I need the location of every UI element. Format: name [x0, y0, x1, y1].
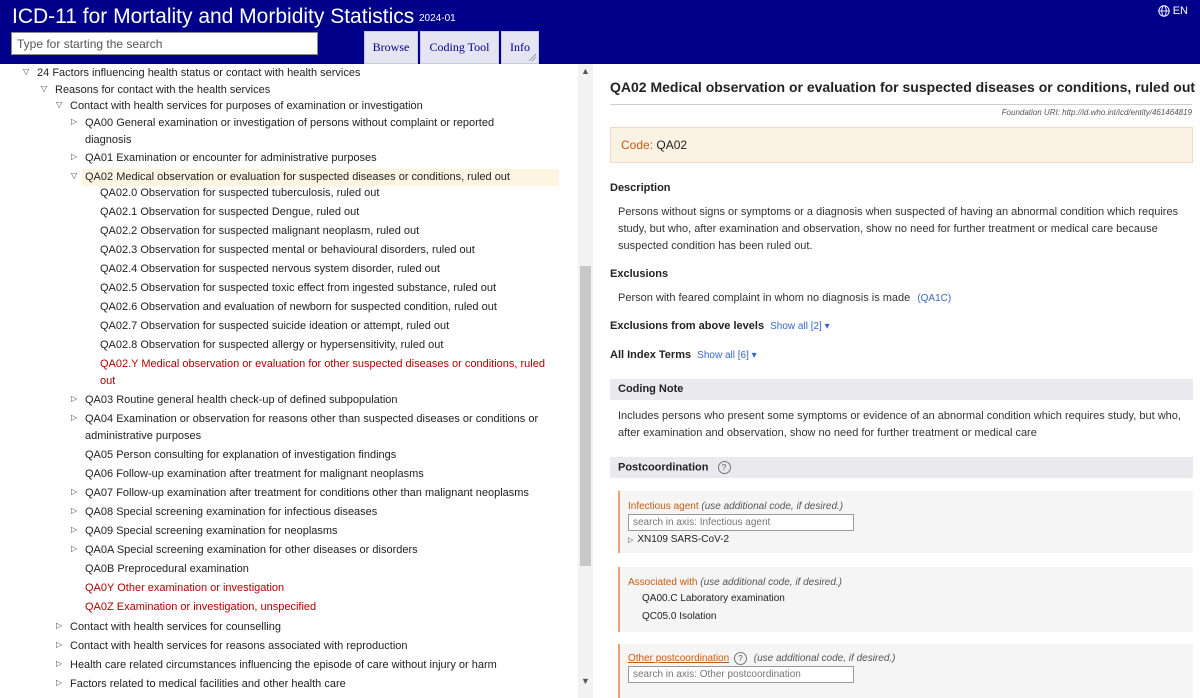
tree-item-code: QA02	[85, 171, 114, 183]
scroll-down-icon[interactable]: ▼	[581, 676, 590, 686]
tree-item-label: Observation for suspected nervous system disorder, ruled out	[140, 263, 440, 275]
tree-item-code: QA02.7	[100, 320, 138, 332]
tree-item-label: Contact with health services for reasons associated with reproduction	[70, 640, 408, 652]
exclusions-heading: Exclusions	[610, 268, 669, 280]
tree-item[interactable]	[70, 98, 568, 115]
tree-item-code: QA05	[85, 449, 114, 461]
tree-item[interactable]	[100, 185, 568, 202]
expand-triangle-icon[interactable]: ▷	[56, 678, 63, 687]
infectious-agent-title: Infectious agent	[628, 501, 699, 512]
tab-coding-tool-label: Coding Tool	[429, 40, 490, 54]
tree-item[interactable]	[100, 280, 568, 297]
tree-item-label: Special screening examination for other diseases or disorders	[116, 544, 418, 556]
tree-item-code: QA08	[85, 506, 114, 518]
tree-item-code: QA02.0	[100, 187, 138, 199]
title-divider	[610, 104, 1192, 105]
tree-item-label-continued: administrative purposes	[85, 430, 202, 442]
tree-item[interactable]	[37, 65, 568, 82]
tree-item-label: Observation for suspected allergy or hypersensitivity, ruled out	[140, 339, 444, 351]
collapse-triangle-icon[interactable]: ▽	[56, 100, 63, 109]
other-postcoordination-search[interactable]	[628, 666, 854, 683]
resize-grip-icon	[528, 53, 537, 62]
exclusions-above-heading	[610, 320, 830, 332]
tree-item[interactable]	[85, 561, 568, 578]
exclusion-code-link[interactable]: (QA1C)	[917, 293, 952, 304]
expand-triangle-icon[interactable]: ▷	[56, 640, 63, 649]
postcoordination-heading	[610, 457, 1193, 478]
tree-item-label: Factors related to medical facilities and other health care	[70, 678, 346, 690]
description-text: Persons without signs or symptoms or a diagnosis when suspected of having an abnormal condition which requires study, but who, after examination and observation, show no need for further treatment or medical care because suspected condition has been ruled out.	[618, 206, 1179, 252]
tree-item-label: Routine general health check-up of defined subpopulation	[116, 394, 398, 406]
tree-item[interactable]	[82, 169, 559, 186]
tab-info[interactable]	[501, 31, 539, 64]
tree-item-code: QA02.5	[100, 282, 138, 294]
tree-item-label: Follow-up examination after treatment for conditions other than malignant neoplasms	[116, 487, 529, 499]
infectious-agent-item-code: XN109	[637, 534, 668, 545]
tree-item-code: QA03	[85, 394, 114, 406]
language-selector[interactable]	[1158, 5, 1188, 17]
search-input[interactable]	[11, 32, 318, 55]
code-label: Code:	[621, 138, 654, 152]
tree-item-code: QA02.3	[100, 244, 138, 256]
exclusion-item	[618, 290, 1188, 307]
app-header	[0, 0, 1200, 64]
tree-item-code: QA02.1	[100, 206, 138, 218]
tree-item[interactable]	[85, 411, 568, 445]
help-icon[interactable]: ?	[734, 652, 747, 665]
associated-with-title: Associated with	[628, 577, 698, 588]
tree-item[interactable]	[70, 676, 568, 693]
show-all-exclusions-link[interactable]: Show all [2] ▾	[770, 321, 830, 332]
tree-item[interactable]	[85, 504, 568, 521]
associated-item-label: Isolation	[679, 611, 717, 622]
expand-triangle-icon[interactable]: ▷	[56, 621, 63, 630]
expand-triangle-icon[interactable]: ▷	[71, 487, 78, 496]
tree-item-label-continued: out	[100, 375, 116, 387]
tree-item-label: General examination or investigation of persons without complaint or reported	[116, 117, 495, 129]
collapse-triangle-icon[interactable]: ▽	[41, 84, 48, 93]
tree-item-label-continued: diagnosis	[85, 134, 132, 146]
expand-triangle-icon[interactable]: ▷	[71, 413, 78, 422]
tree-item-label: Preprocedural examination	[117, 563, 249, 575]
tree-item-code: QA02.4	[100, 263, 138, 275]
tree-item[interactable]	[70, 619, 568, 636]
tree-item-label: Follow-up examination after treatment for malignant neoplasms	[116, 468, 424, 480]
infectious-agent-label	[628, 501, 843, 512]
tree-item-label: Special screening examination for neoplasms	[116, 525, 338, 537]
tree-item-label: Observation for suspected suicide ideation or attempt, ruled out	[140, 320, 450, 332]
tree-item[interactable]	[70, 657, 568, 674]
tree-item-label: Factors influencing health status or contact with health services	[52, 67, 361, 79]
tree-item-code: QA0Y	[85, 582, 115, 594]
other-postcoordination-label	[628, 652, 895, 665]
tree-scrollbar[interactable]	[578, 64, 593, 698]
release-version: 2024-01	[419, 13, 456, 24]
foundation-uri: Foundation URI: http://id.who.int/icd/entity/461464819	[1001, 108, 1192, 117]
expand-triangle-icon[interactable]: ▷	[628, 537, 634, 544]
tree-item-code: QA0Z	[85, 601, 114, 613]
postcoordination-label: Postcoordination	[618, 461, 709, 474]
entity-title: QA02 Medical observation or evaluation for suspected diseases or conditions, ruled out	[610, 79, 1196, 95]
entity-details	[596, 64, 1200, 698]
tree-item-code: QA0A	[85, 544, 114, 556]
tree-item-code: QA01	[85, 152, 114, 164]
index-terms-heading	[610, 349, 757, 361]
associated-item[interactable]	[642, 611, 717, 622]
infectious-agent-item-label: SARS-CoV-2	[670, 534, 730, 545]
other-postcoordination-hint: (use additional code, if desired.)	[753, 653, 896, 665]
tree-item-code: QA00	[85, 117, 114, 129]
tree-item[interactable]	[85, 466, 568, 483]
tree-item-code: QA0B	[85, 563, 115, 575]
tree-item-label: Other examination or investigation	[117, 582, 285, 594]
associated-item-code: QA00.C	[642, 593, 678, 604]
tree-item[interactable]	[85, 115, 568, 149]
tree-item-code: QA02.Y	[100, 358, 139, 370]
other-postcoordination-title[interactable]: Other postcoordination	[628, 653, 730, 665]
tree-item[interactable]	[85, 542, 568, 559]
tree-item[interactable]	[85, 392, 568, 409]
show-all-index-terms-link[interactable]: Show all [6] ▾	[697, 350, 757, 361]
infectious-agent-axis	[618, 491, 1193, 553]
infectious-agent-hint: (use additional code, if desired.)	[701, 501, 844, 512]
tab-info-label: Info	[510, 40, 530, 54]
associated-item-label: Laboratory examination	[680, 593, 785, 604]
app-title: ICD-11 for Mortality and Morbidity Statistics	[12, 5, 415, 28]
exclusions-above-label: Exclusions from above levels	[610, 320, 765, 332]
expand-triangle-icon[interactable]: ▷	[56, 659, 63, 668]
tree-item-label: Observation and evaluation of newborn for suspected condition, ruled out	[140, 301, 497, 313]
tree-item-code: QA02.6	[100, 301, 138, 313]
tree-item[interactable]	[100, 261, 568, 278]
associated-item-code: QC05.0	[642, 611, 677, 622]
tree-item[interactable]	[100, 223, 568, 240]
associated-with-hint: (use additional code, if desired.)	[700, 577, 843, 588]
expand-triangle-icon[interactable]: ▷	[71, 525, 78, 534]
associated-item[interactable]	[642, 593, 785, 604]
classification-tree	[0, 64, 593, 698]
associated-with-axis	[618, 567, 1193, 632]
tree-item[interactable]	[85, 599, 568, 616]
tree-item[interactable]	[100, 318, 568, 335]
tree-item[interactable]	[85, 580, 568, 597]
coding-note-heading: Coding Note	[610, 379, 1193, 400]
scroll-up-icon[interactable]: ▲	[581, 66, 590, 76]
tree-item-label: Examination or investigation, unspecified	[116, 601, 317, 613]
scroll-thumb[interactable]	[580, 266, 591, 566]
tree-item-label: Observation for suspected Dengue, ruled out	[140, 206, 360, 218]
tab-browse-label: Browse	[372, 40, 410, 54]
code-box	[610, 127, 1193, 163]
description-heading: Description	[610, 182, 671, 194]
tab-coding-tool[interactable]	[420, 31, 499, 64]
other-postcoordination-axis	[618, 644, 1193, 698]
expand-triangle-icon[interactable]: ▷	[71, 506, 78, 515]
tree-item[interactable]	[85, 150, 568, 167]
index-terms-label: All Index Terms	[610, 349, 692, 361]
tree-item-label: Observation for suspected tuberculosis, ruled out	[140, 187, 380, 199]
expand-triangle-icon[interactable]: ▷	[71, 117, 78, 126]
tree-item-label: Health care related circumstances influencing the episode of care without injury or harm	[70, 659, 497, 671]
tree-item-label: Medical observation or evaluation for suspected diseases or conditions, ruled out	[116, 171, 510, 183]
associated-with-label	[628, 577, 842, 588]
expand-triangle-icon[interactable]: ▷	[71, 394, 78, 403]
tree-item-code: QA04	[85, 413, 114, 425]
tree-item-label: Observation for suspected mental or behavioural disorders, ruled out	[140, 244, 475, 256]
tree-item-code: 24	[37, 67, 50, 79]
tree-item-label: Reasons for contact with the health services	[55, 84, 271, 96]
tree-item[interactable]	[100, 299, 568, 316]
tree-item[interactable]	[70, 638, 568, 655]
tree-item-code: QA02.2	[100, 225, 138, 237]
tree-item-code: QA09	[85, 525, 114, 537]
code-value: QA02	[656, 138, 688, 152]
tree-item-label: Special screening examination for infectious diseases	[116, 506, 378, 518]
exclusion-text: Person with feared complaint in whom no diagnosis is made	[618, 292, 911, 304]
tab-browse[interactable]	[364, 31, 418, 64]
tree-item-label: Examination or observation for reasons other than suspected diseases or conditions or	[116, 413, 539, 425]
infectious-agent-search[interactable]	[628, 514, 854, 531]
collapse-triangle-icon[interactable]: ▽	[71, 171, 78, 180]
language-code: EN	[1172, 5, 1188, 17]
tree-item[interactable]	[85, 485, 568, 502]
tree-item[interactable]	[100, 204, 568, 221]
globe-icon	[1158, 5, 1170, 17]
tree-item-code: QA02.8	[100, 339, 138, 351]
help-icon[interactable]: ?	[718, 461, 731, 474]
tree-item-label: Contact with health services for purposes of examination or investigation	[70, 100, 423, 112]
tree-item-label: Examination or encounter for administrative purposes	[116, 152, 377, 164]
tree-item-code: QA06	[85, 468, 114, 480]
tree-item[interactable]	[85, 447, 568, 464]
tree-item-label: Person consulting for explanation of investigation findings	[116, 449, 397, 461]
tree-item-code: QA07	[85, 487, 114, 499]
tree-item[interactable]	[55, 82, 568, 99]
infectious-agent-item[interactable]	[628, 534, 729, 545]
tree-item[interactable]	[85, 523, 568, 540]
collapse-triangle-icon[interactable]: ▽	[23, 67, 30, 76]
tree-item-label: Medical observation or evaluation for other suspected diseases or conditions, ruled	[141, 358, 545, 370]
tree-item[interactable]	[100, 337, 568, 354]
expand-triangle-icon[interactable]: ▷	[71, 152, 78, 161]
tree-item-label: Contact with health services for counselling	[70, 621, 281, 633]
coding-note-text: Includes persons who present some symptoms or evidence of an abnormal condition which requires study, but who, after examination and observation, show no need for further treatment or medical care	[618, 410, 1181, 439]
tree-item[interactable]	[100, 356, 568, 390]
tree-item-label: Observation for suspected toxic effect from ingested substance, ruled out	[140, 282, 497, 294]
expand-triangle-icon[interactable]: ▷	[71, 544, 78, 553]
tree-item[interactable]	[100, 242, 568, 259]
tree-item-label: Observation for suspected malignant neoplasm, ruled out	[140, 225, 420, 237]
